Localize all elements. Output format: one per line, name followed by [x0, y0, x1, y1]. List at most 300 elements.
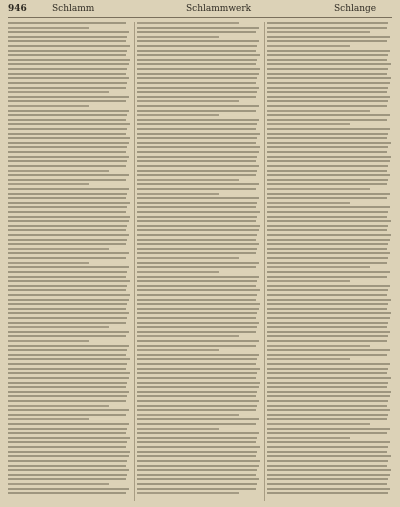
text-line-placeholder [267, 110, 370, 112]
text-line-placeholder [137, 183, 259, 185]
text-line-placeholder [267, 285, 390, 287]
text-line-placeholder [137, 229, 259, 231]
text-line-placeholder [267, 174, 390, 176]
text-line-placeholder [8, 45, 130, 47]
text-line-placeholder [137, 151, 259, 153]
text-line-placeholder [137, 455, 256, 457]
text-line-placeholder [267, 441, 390, 443]
text-line-placeholder [267, 428, 390, 430]
text-line-placeholder [267, 73, 387, 75]
text-line-placeholder [267, 170, 387, 172]
text-line-placeholder [137, 114, 219, 116]
text-line-placeholder [267, 257, 388, 259]
text-line-placeholder [267, 68, 388, 70]
text-line-placeholder [8, 331, 129, 333]
text-line-placeholder [137, 340, 259, 342]
text-line-placeholder [137, 193, 219, 195]
text-line-placeholder [137, 50, 256, 52]
text-line-placeholder [8, 335, 126, 337]
text-line-placeholder [267, 451, 387, 453]
text-line-placeholder [8, 197, 126, 199]
text-line-placeholder [8, 276, 126, 278]
text-line-placeholder [137, 358, 257, 360]
text-line-placeholder [137, 418, 259, 420]
text-line-placeholder [267, 395, 390, 397]
text-column-1 [8, 22, 131, 501]
text-line-placeholder [267, 45, 350, 47]
text-line-placeholder [267, 82, 390, 84]
text-line-placeholder [8, 100, 126, 102]
text-line-placeholder [267, 27, 387, 29]
text-line-placeholder [8, 478, 126, 480]
text-line-placeholder [8, 386, 126, 388]
text-line-placeholder [137, 128, 256, 130]
text-line-placeholder [8, 225, 127, 227]
text-line-placeholder [267, 229, 387, 231]
text-line-placeholder [137, 395, 256, 397]
text-line-placeholder [8, 142, 129, 144]
text-line-placeholder [267, 326, 387, 328]
text-line-placeholder [267, 193, 390, 195]
text-line-placeholder [267, 114, 390, 116]
text-line-placeholder [137, 299, 256, 301]
text-line-placeholder [267, 465, 387, 467]
text-line-placeholder [267, 400, 388, 402]
text-line-placeholder [8, 193, 127, 195]
text-line-placeholder [137, 363, 256, 365]
text-line-placeholder [8, 363, 127, 365]
text-line-placeholder [8, 183, 89, 185]
text-line-placeholder [137, 414, 239, 416]
text-line-placeholder [267, 248, 387, 250]
text-line-placeholder [137, 234, 257, 236]
text-line-placeholder [8, 128, 127, 130]
text-line-placeholder [8, 441, 127, 443]
text-line-placeholder [137, 225, 260, 227]
text-line-placeholder [8, 405, 109, 407]
text-line-placeholder [137, 211, 260, 213]
text-line-placeholder [8, 437, 130, 439]
text-line-placeholder [8, 77, 129, 79]
text-line-placeholder [267, 322, 388, 324]
text-line-placeholder [267, 474, 390, 476]
text-line-placeholder [137, 465, 259, 467]
text-line-placeholder [137, 262, 259, 264]
text-line-placeholder [137, 91, 257, 93]
text-line-placeholder [267, 345, 370, 347]
text-line-placeholder [137, 294, 257, 296]
text-line-placeholder [267, 91, 387, 93]
text-line-placeholder [137, 312, 257, 314]
text-line-placeholder [137, 206, 256, 208]
text-line-placeholder [137, 220, 256, 222]
text-line-placeholder [267, 179, 388, 181]
text-line-placeholder [137, 105, 259, 107]
text-line-placeholder [8, 372, 130, 374]
text-line-placeholder [267, 183, 387, 185]
text-line-placeholder [267, 40, 387, 42]
text-line-placeholder [8, 488, 129, 490]
text-line-placeholder [8, 160, 127, 162]
text-line-placeholder [267, 335, 388, 337]
text-line-placeholder [267, 377, 391, 379]
text-line-placeholder [137, 87, 259, 89]
text-line-placeholder [267, 211, 388, 213]
text-line-placeholder [267, 303, 388, 305]
text-line-placeholder [137, 372, 257, 374]
text-line-placeholder [8, 220, 129, 222]
text-line-placeholder [137, 280, 257, 282]
text-line-placeholder [8, 391, 129, 393]
text-line-placeholder [137, 451, 257, 453]
text-line-placeholder [267, 119, 387, 121]
text-line-placeholder [137, 326, 257, 328]
text-line-placeholder [137, 349, 219, 351]
text-line-placeholder [267, 432, 387, 434]
text-line-placeholder [8, 63, 129, 65]
text-line-placeholder [267, 206, 390, 208]
text-line-placeholder [8, 432, 126, 434]
text-line-placeholder [8, 137, 130, 139]
text-line-placeholder [137, 460, 260, 462]
text-line-placeholder [8, 110, 129, 112]
text-line-placeholder [8, 271, 127, 273]
text-line-placeholder [8, 123, 130, 125]
text-line-placeholder [8, 266, 129, 268]
text-line-placeholder [8, 492, 126, 494]
text-line-placeholder [137, 386, 259, 388]
text-line-placeholder [137, 409, 256, 411]
text-line-placeholder [8, 50, 127, 52]
text-line-placeholder [137, 248, 257, 250]
text-line-placeholder [267, 280, 350, 282]
text-line-placeholder [8, 285, 127, 287]
text-line-placeholder [8, 252, 129, 254]
running-header [8, 4, 392, 18]
text-line-placeholder [137, 428, 219, 430]
text-line-placeholder [8, 91, 109, 93]
text-line-placeholder [267, 234, 391, 236]
text-line-placeholder [137, 446, 260, 448]
text-line-placeholder [137, 391, 257, 393]
text-line-placeholder [137, 483, 257, 485]
text-line-placeholder [8, 234, 129, 236]
text-line-placeholder [137, 31, 256, 33]
text-line-placeholder [267, 358, 350, 360]
text-line-placeholder [8, 59, 130, 61]
right-headword: Schlange [334, 4, 377, 14]
text-line-placeholder [267, 414, 388, 416]
text-line-placeholder [137, 22, 239, 24]
text-line-placeholder [137, 478, 259, 480]
text-line-placeholder [8, 465, 126, 467]
text-line-placeholder [8, 156, 129, 158]
text-line-placeholder [8, 455, 129, 457]
text-line-placeholder [137, 82, 256, 84]
text-line-placeholder [267, 488, 390, 490]
text-line-placeholder [137, 142, 256, 144]
text-line-placeholder [137, 137, 257, 139]
text-line-placeholder [137, 96, 256, 98]
text-line-placeholder [8, 165, 126, 167]
text-line-placeholder [8, 312, 129, 314]
text-line-placeholder [137, 322, 259, 324]
text-line-placeholder [267, 368, 388, 370]
text-line-placeholder [267, 483, 387, 485]
text-line-placeholder [8, 119, 126, 121]
text-line-placeholder [137, 170, 257, 172]
text-line-placeholder [137, 354, 259, 356]
text-line-placeholder [8, 54, 126, 56]
text-line-placeholder [267, 294, 387, 296]
text-line-placeholder [267, 87, 388, 89]
text-line-placeholder [267, 50, 390, 52]
header-rule [8, 17, 392, 18]
text-line-placeholder [8, 451, 130, 453]
text-line-placeholder [137, 400, 259, 402]
text-line-placeholder [267, 202, 350, 204]
text-line-placeholder [8, 460, 127, 462]
text-line-placeholder [267, 188, 370, 190]
text-line-placeholder [8, 239, 127, 241]
text-line-placeholder [267, 363, 390, 365]
text-line-placeholder [267, 31, 370, 33]
text-line-placeholder [8, 174, 129, 176]
text-line-placeholder [267, 216, 387, 218]
text-line-placeholder [137, 405, 257, 407]
text-line-placeholder [8, 345, 129, 347]
text-line-placeholder [267, 137, 387, 139]
text-line-placeholder [267, 220, 391, 222]
text-line-placeholder [267, 418, 387, 420]
text-column-3 [267, 22, 392, 501]
text-line-placeholder [267, 36, 390, 38]
text-line-placeholder [137, 45, 257, 47]
text-line-placeholder [137, 59, 257, 61]
text-line-placeholder [137, 441, 256, 443]
text-line-placeholder [267, 243, 388, 245]
text-line-placeholder [137, 289, 260, 291]
text-line-placeholder [137, 488, 256, 490]
text-line-placeholder [8, 211, 126, 213]
text-line-placeholder [137, 197, 259, 199]
text-line-placeholder [137, 110, 256, 112]
text-line-placeholder [267, 469, 391, 471]
text-line-placeholder [267, 77, 391, 79]
text-line-placeholder [137, 303, 260, 305]
text-line-placeholder [267, 299, 391, 301]
text-line-placeholder [267, 133, 388, 135]
text-line-placeholder [137, 257, 239, 259]
text-line-placeholder [8, 382, 127, 384]
text-line-placeholder [8, 40, 126, 42]
text-line-placeholder [267, 262, 387, 264]
text-line-placeholder [8, 326, 109, 328]
text-line-placeholder [8, 322, 126, 324]
center-headword: Schlammwerk [186, 4, 252, 14]
text-line-placeholder [137, 492, 239, 494]
text-line-placeholder [137, 285, 256, 287]
text-line-placeholder [8, 22, 126, 24]
text-line-placeholder [137, 239, 256, 241]
text-line-placeholder [267, 225, 388, 227]
text-line-placeholder [267, 266, 370, 268]
text-line-placeholder [8, 409, 129, 411]
text-line-placeholder [137, 377, 256, 379]
text-line-placeholder [8, 299, 129, 301]
text-line-placeholder [8, 31, 129, 33]
text-line-placeholder [137, 317, 256, 319]
text-line-placeholder [8, 358, 130, 360]
text-line-placeholder [267, 151, 387, 153]
left-headword: Schlamm [52, 4, 95, 14]
text-line-placeholder [137, 146, 260, 148]
text-line-placeholder [137, 474, 256, 476]
text-line-placeholder [137, 469, 257, 471]
text-line-placeholder [137, 437, 257, 439]
text-line-placeholder [137, 345, 256, 347]
text-line-placeholder [267, 386, 387, 388]
text-line-placeholder [267, 289, 388, 291]
text-line-placeholder [267, 340, 387, 342]
text-line-placeholder [137, 308, 259, 310]
text-line-placeholder [267, 437, 350, 439]
text-line-placeholder [267, 349, 390, 351]
text-line-placeholder [8, 179, 126, 181]
text-line-placeholder [137, 266, 256, 268]
text-line-placeholder [267, 276, 387, 278]
page-number: 946 [8, 4, 27, 14]
text-line-placeholder [267, 160, 390, 162]
text-line-placeholder [137, 271, 219, 273]
text-line-placeholder [137, 119, 259, 121]
text-line-placeholder [267, 460, 388, 462]
text-line-placeholder [8, 82, 127, 84]
text-line-placeholder [137, 40, 259, 42]
text-line-placeholder [8, 206, 127, 208]
text-line-placeholder [137, 252, 256, 254]
text-line-placeholder [8, 483, 109, 485]
text-line-placeholder [267, 239, 390, 241]
text-line-placeholder [8, 262, 89, 264]
text-line-placeholder [267, 372, 387, 374]
text-line-placeholder [8, 170, 109, 172]
text-line-placeholder [8, 146, 127, 148]
text-line-placeholder [137, 77, 257, 79]
text-line-placeholder [137, 27, 259, 29]
text-line-placeholder [267, 165, 388, 167]
text-line-placeholder [8, 377, 129, 379]
text-line-placeholder [8, 105, 89, 107]
text-line-placeholder [8, 340, 89, 342]
text-line-placeholder [137, 276, 259, 278]
text-line-placeholder [267, 354, 387, 356]
text-line-placeholder [8, 395, 127, 397]
text-line-placeholder [8, 188, 129, 190]
text-line-placeholder [137, 179, 239, 181]
text-line-placeholder [267, 252, 390, 254]
text-line-placeholder [267, 96, 390, 98]
text-line-placeholder [267, 123, 350, 125]
text-line-placeholder [137, 133, 260, 135]
text-line-placeholder [8, 308, 126, 310]
text-line-placeholder [267, 308, 387, 310]
text-column-2 [137, 22, 261, 501]
text-line-placeholder [137, 100, 239, 102]
text-line-placeholder [137, 156, 257, 158]
text-line-placeholder [8, 368, 126, 370]
text-line-placeholder [8, 216, 130, 218]
text-line-placeholder [267, 128, 390, 130]
text-line-placeholder [267, 446, 388, 448]
text-line-placeholder [137, 174, 256, 176]
text-line-placeholder [137, 54, 260, 56]
text-line-placeholder [8, 400, 126, 402]
text-line-placeholder [267, 146, 388, 148]
text-line-placeholder [8, 418, 89, 420]
text-line-placeholder [8, 87, 126, 89]
text-line-placeholder [267, 100, 388, 102]
text-line-placeholder [267, 271, 390, 273]
text-line-placeholder [137, 165, 259, 167]
text-line-placeholder [137, 202, 257, 204]
text-line-placeholder [8, 257, 126, 259]
text-line-placeholder [8, 414, 126, 416]
text-line-placeholder [8, 446, 126, 448]
text-line-placeholder [8, 474, 127, 476]
text-line-placeholder [267, 156, 391, 158]
text-line-placeholder [8, 68, 127, 70]
text-line-placeholder [8, 280, 130, 282]
text-line-placeholder [137, 63, 256, 65]
text-line-placeholder [137, 68, 260, 70]
text-line-placeholder [267, 391, 391, 393]
text-line-placeholder [137, 188, 256, 190]
text-line-placeholder [8, 294, 130, 296]
text-line-placeholder [267, 312, 391, 314]
text-line-placeholder [267, 105, 387, 107]
text-line-placeholder [267, 405, 387, 407]
text-line-placeholder [8, 133, 126, 135]
text-line-placeholder [8, 73, 126, 75]
text-line-placeholder [8, 423, 129, 425]
text-line-placeholder [267, 63, 391, 65]
text-line-placeholder [8, 151, 126, 153]
text-line-placeholder [137, 123, 257, 125]
text-line-placeholder [267, 455, 391, 457]
text-line-placeholder [137, 243, 259, 245]
text-line-placeholder [8, 202, 130, 204]
text-line-placeholder [137, 331, 256, 333]
text-line-placeholder [137, 423, 256, 425]
column-divider [134, 22, 135, 501]
text-line-placeholder [267, 317, 390, 319]
text-line-placeholder [137, 36, 219, 38]
text-line-placeholder [8, 289, 126, 291]
text-line-placeholder [267, 423, 370, 425]
text-line-placeholder [8, 114, 127, 116]
column-divider [264, 22, 265, 501]
text-line-placeholder [267, 142, 391, 144]
text-line-placeholder [267, 492, 388, 494]
text-line-placeholder [8, 354, 126, 356]
text-line-placeholder [267, 478, 388, 480]
text-line-placeholder [8, 248, 109, 250]
text-line-placeholder [137, 216, 257, 218]
text-line-placeholder [267, 22, 388, 24]
text-line-placeholder [137, 382, 260, 384]
text-line-placeholder [137, 73, 259, 75]
